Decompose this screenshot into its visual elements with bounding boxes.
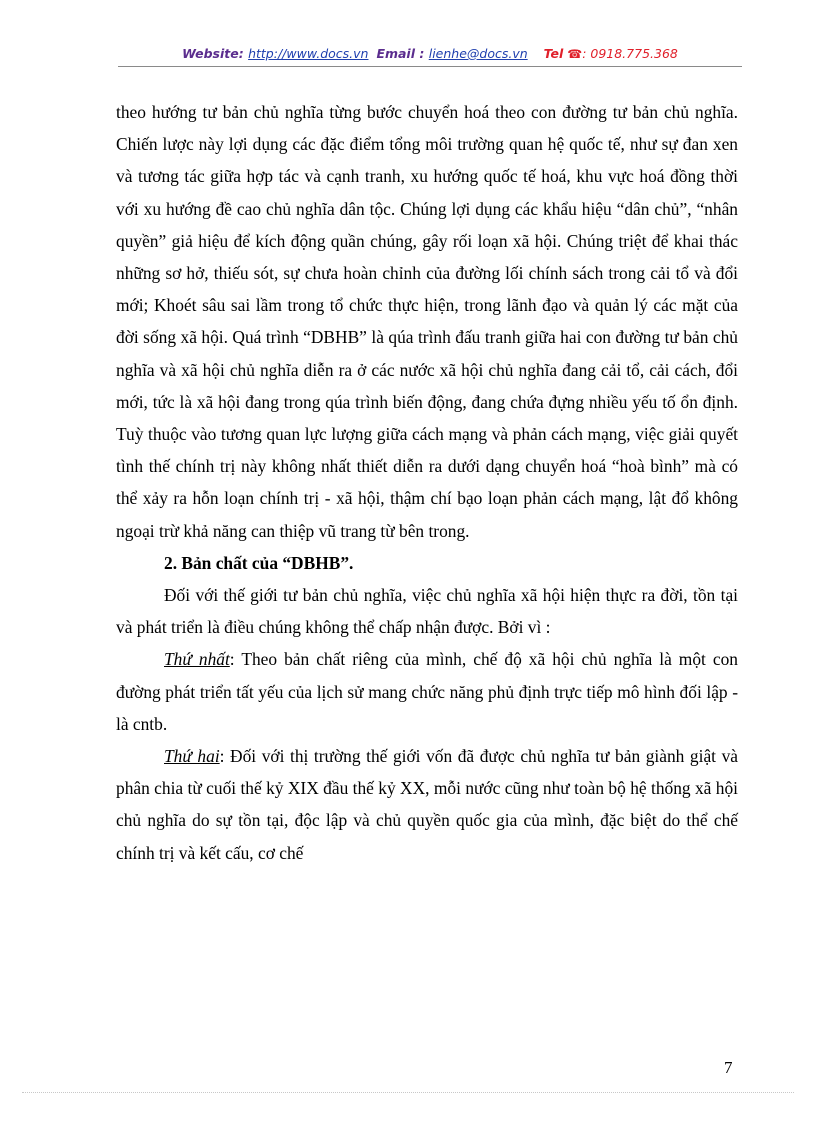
website-separator: : <box>238 46 249 61</box>
paragraph-first-reason <box>116 643 738 740</box>
tel-label: Tel <box>543 46 564 61</box>
tel-number: 0918.775.368 <box>590 46 678 61</box>
page-bottom-border <box>22 1092 794 1093</box>
website-label: Website <box>182 46 239 61</box>
second-reason-text: : Đối với thị trường thế giới vốn đã được chủ nghĩa tư bản giành giật và phân chia từ cuối thế kỷ XIX đầu thế kỷ XX, mỗi nước cũng như toàn bộ hệ thống xã hội chủ nghĩa do sự tồn tại, độc lập và chủ quyền quốc gia của mình, đặc biệt do thể chế chính trị và kết cấu, cơ chế <box>116 746 738 863</box>
paragraph-continuation: theo hướng tư bản chủ nghĩa từng bước chuyển hoá theo con đường tư bản chủ nghĩa. Chiến lược này lợi dụng các đặc điểm tổng môi trường quan hệ quốc tế, như sự đan xen và tương tác giữa hợp tác và cạnh tranh, xu hướng quốc tế hoá, khu vực hoá đồng thời với xu hướng đề cao chủ nghĩa dân tộc. Chúng lợi dụng các khẩu hiệu “dân chủ”, “nhân quyền” giả hiệu để kích động quần chúng, gây rối loạn xã hội. Chúng triệt để khai thác những sơ hở, thiếu sót, sự chưa hoàn chỉnh của đường lối chính sách trong cải tổ và đổi mới; Khoét sâu sai lầm trong tổ chức thực hiện, trong lãnh đạo và quản lý các mặt của đời sống xã hội. Quá trình “DBHB” là qúa trình đấu tranh giữa hai con đường tư bản chủ nghĩa và xã hội chủ nghĩa diễn ra ở các nước xã hội chủ nghĩa đang cải tổ, cải cách, đổi mới, tức là xã hội đang trong qúa trình biến động, đang chứa đựng nhiều yếu tố ổn định. Tuỳ thuộc vào tương quan lực lượng giữa cách mạng và phản cách mạng, việc giải quyết tình thế chính trị này không nhất thiết diễn ra dưới dạng chuyển hoá “hoà bình” mà có thể xảy ra hỗn loạn chính trị - xã hội, thậm chí bạo loạn phản cách mạng, lật đổ không ngoại trừ khả năng can thiệp vũ trang từ bên trong. <box>116 102 738 541</box>
paragraph-intro: Đối với thế giới tư bản chủ nghĩa, việc chủ nghĩa xã hội hiện thực ra đời, tồn tại và phát triển là điều chúng không thể chấp nhận được. Bởi vì : <box>116 585 738 638</box>
tel-separator: : <box>582 46 591 61</box>
document-body <box>116 96 738 869</box>
email-link[interactable]: lienhe@docs.vn <box>428 46 528 61</box>
second-reason-label: Thứ hai <box>164 746 220 767</box>
email-label: Email <box>376 46 416 61</box>
first-reason-text: : Theo bản chất riêng của mình, chế độ xã hội chủ nghĩa là một con đường phát triển tất yếu của lịch sử mang chức năng phủ định trực tiếp mô hình đối lập - là cntb. <box>116 649 738 734</box>
website-link[interactable]: http://www.docs.vn <box>248 46 369 61</box>
section-heading: 2. Bản chất của “DBHB”. <box>164 552 354 573</box>
header-divider <box>118 66 742 67</box>
page-number: 7 <box>724 1058 733 1077</box>
paragraph-second-reason <box>116 740 738 869</box>
first-reason-label: Thứ nhất <box>164 649 230 670</box>
phone-icon: ☎ <box>567 47 583 61</box>
page-header <box>118 46 742 61</box>
email-separator: : <box>415 46 429 61</box>
